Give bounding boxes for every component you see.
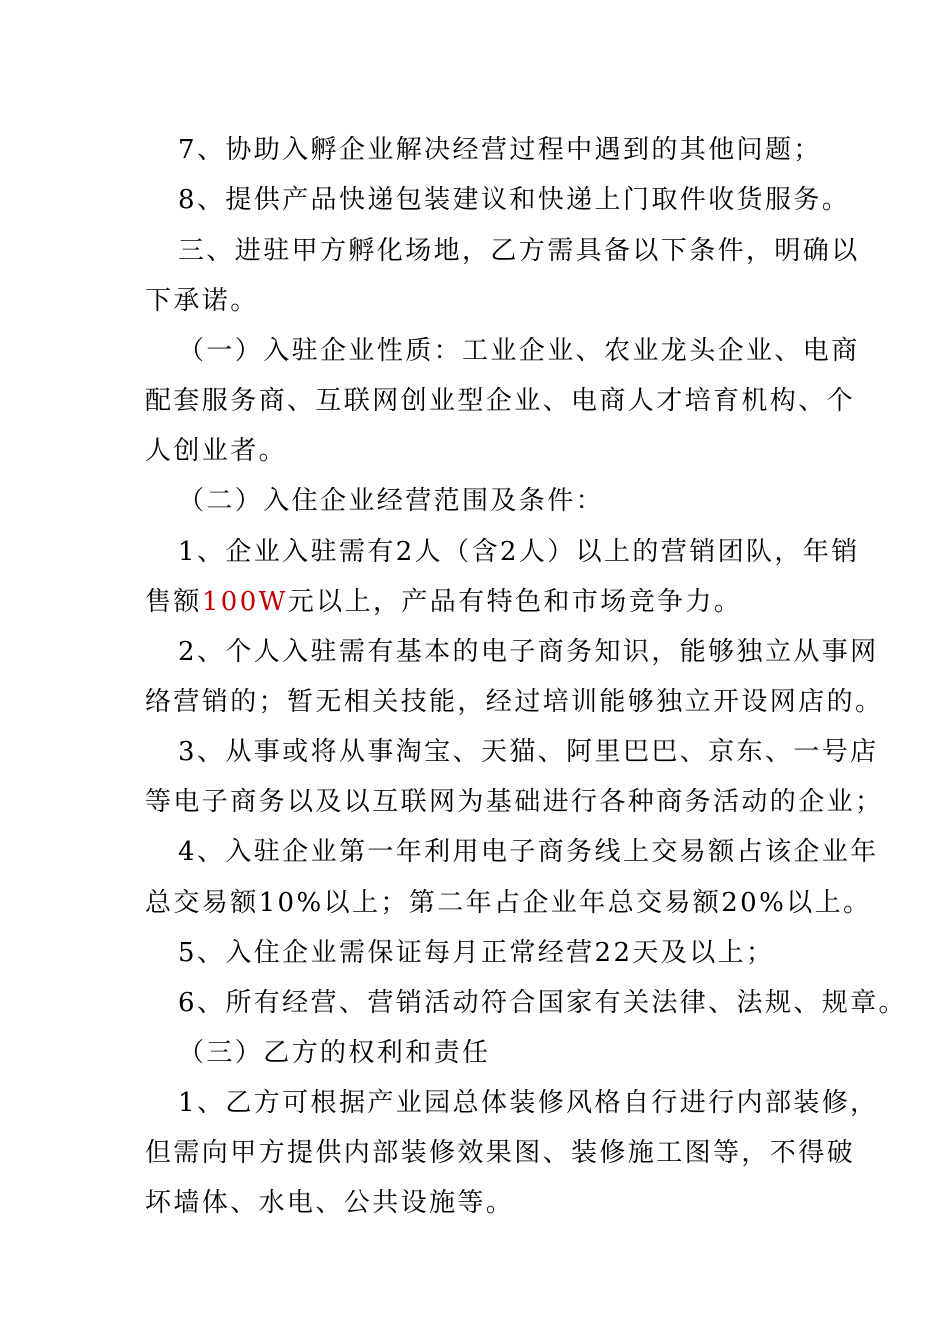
text-line-17: 5、入住企业需保证每月正常经营22天及以上； (178, 938, 775, 968)
text-line-6: 配套服务商、互联网创业型企业、电商人才培育机构、个 (145, 386, 856, 416)
text-line-22: 坏墙体、水电、公共设施等。 (145, 1188, 515, 1218)
text-line-14: 等电子商务以及以互联网为基础进行各种商务活动的企业； (145, 787, 884, 817)
text-line-21: 但需向甲方提供内部装修效果图、装修施工图等，不得破 (145, 1138, 856, 1168)
text-line-1: 7、协助入孵企业解决经营过程中遇到的其他问题； (178, 135, 822, 165)
text-line-12: 络营销的；暂无相关技能，经过培训能够独立开设网店的。 (145, 687, 884, 717)
text-line-10-suffix: 元以上，产品有特色和市场竞争力。 (287, 587, 743, 617)
text-line-11: 2、个人入驻需有基本的电子商务知识，能够独立从事网 (178, 637, 879, 667)
text-line-20: 1、乙方可根据产业园总体装修风格自行进行内部装修， (178, 1088, 879, 1118)
text-line-2: 8、提供产品快递包装建议和快递上门取件收货服务。 (178, 185, 851, 215)
text-line-4: 下承诺。 (145, 286, 259, 316)
text-line-5: （一）入驻企业性质：工业企业、农业龙头企业、电商 (178, 336, 860, 366)
text-line-8: （二）入住企业经营范围及条件： (178, 486, 605, 516)
text-line-7: 人创业者。 (145, 436, 288, 466)
text-line-15: 4、入驻企业第一年利用电子商务线上交易额占该企业年 (178, 837, 879, 867)
text-line-19: （三）乙方的权利和责任 (178, 1038, 491, 1068)
text-line-10 (145, 585, 742, 619)
text-line-10-prefix: 售额 (145, 587, 202, 617)
text-line-18: 6、所有经营、营销活动符合国家有关法律、法规、规章。 (178, 988, 907, 1018)
text-line-3: 三、进驻甲方孵化场地，乙方需具备以下条件，明确以 (178, 236, 860, 266)
text-line-16: 总交易额10%以上；第二年占企业年总交易额20%以上。 (145, 888, 872, 918)
text-line-9: 1、企业入驻需有2人（含2人）以上的营销团队，年销 (178, 537, 860, 567)
text-line-13: 3、从事或将从事淘宝、天猫、阿里巴巴、京东、一号店 (178, 737, 879, 767)
sales-amount-highlight: 100W (201, 587, 288, 617)
